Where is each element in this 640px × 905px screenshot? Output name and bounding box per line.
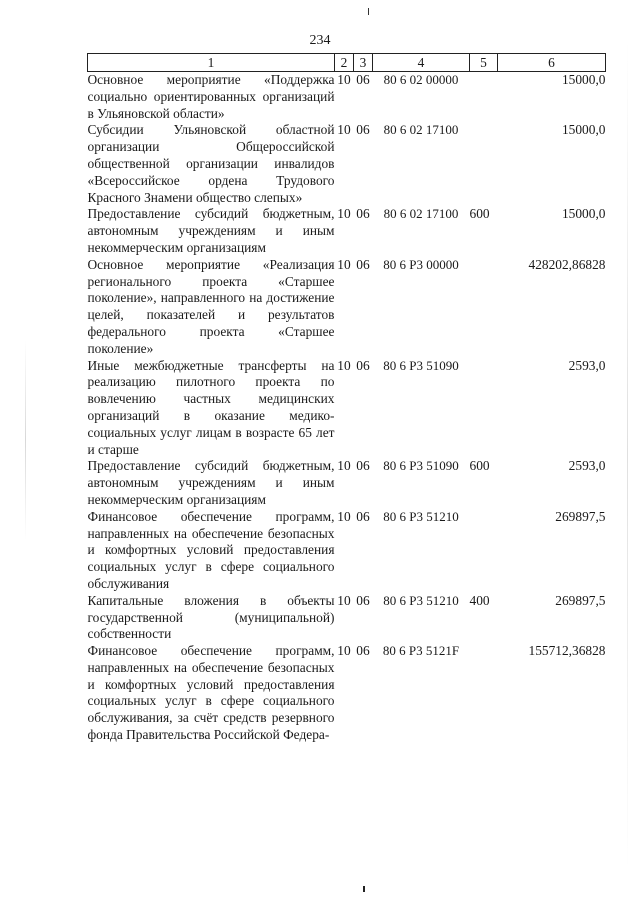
table-row [88,509,606,593]
row-name: Иные межбюджетные трансферты на реализацию пилотного проекта по вовлечению частных медицинских организаций в оказание медико-социальных услуг лицам в возрасте 65 лет и старше [87,357,335,457]
row-amount: 15000,0 [561,206,606,222]
row-section: 10 [337,458,351,474]
row-target-article: 80 6 P3 00000 [383,256,459,272]
scan-edge-left [25,340,26,540]
col-header-1: 1 [88,54,335,72]
row-subsection: 06 [356,122,370,138]
row-expense-type [470,122,498,206]
row-amount: 15000,0 [561,72,606,87]
row-amount: 269897,5 [555,592,606,608]
row-subsection: 06 [356,458,370,474]
col-header-5: 5 [470,54,498,72]
row-section: 10 [337,122,351,138]
col-header-6: 6 [498,54,606,72]
row-name: Финансовое обеспечение программ, направленных на обеспечение безопасных и комфортных условий предоставления социальных услуг в сфере социального обслуживания, за счёт средств резервного фонда Правительства Российской Федера- [87,643,335,743]
row-section: 10 [337,206,351,222]
row-target-article: 80 6 P3 5121F [382,643,460,659]
row-section: 10 [337,592,351,608]
table-row [88,593,606,643]
scan-edge-right [627,40,628,870]
row-section: 10 [337,357,351,373]
row-subsection: 06 [356,206,370,222]
col-header-2: 2 [335,54,354,72]
scan-mark-top [368,8,369,15]
row-target-article: 80 6 P3 51210 [383,508,459,524]
page-number: 234 [309,33,331,48]
table-row [88,72,606,123]
row-target-article: 80 6 P3 51210 [383,592,459,608]
row-target-article: 80 6 P3 51090 [383,458,459,474]
table-row [88,206,606,256]
table-row [88,643,606,744]
row-name: Основное мероприятие «Поддержка социально ориентированных организаций в Ульяновской области» [87,72,335,121]
col-header-4: 4 [373,54,470,72]
row-section: 10 [337,508,351,524]
row-expense-type [470,72,498,123]
row-name: Предоставление субсидий бюджетным, автономным учреждениям и иным некоммерческим организациям [87,458,335,507]
table-row [88,122,606,206]
row-subsection: 06 [356,357,370,373]
row-section: 10 [337,256,351,272]
row-expense-type: 400 [469,592,490,608]
row-subsection: 06 [356,643,370,659]
table-row [88,257,606,358]
row-subsection: 06 [356,72,370,87]
row-section: 10 [337,643,351,659]
row-target-article: 80 6 02 17100 [383,122,459,138]
row-name: Финансовое обеспечение программ, направленных на обеспечение безопасных и комфортных условий предоставления социальных услуг в сфере социального обслуживания [87,508,335,591]
row-subsection: 06 [356,508,370,524]
row-name: Капитальные вложения в объекты государственной (муниципальной) собственности [87,592,335,642]
row-expense-type: 600 [469,458,490,474]
row-target-article: 80 6 02 17100 [383,206,459,222]
row-amount: 2593,0 [568,357,606,373]
scan-mark-bottom [363,886,365,892]
row-name: Основное мероприятие «Реализация регионального проекта «Старшее поколение», направленного на достижение целей, показателей и результатов федерального проекта «Старшее поколение» [87,256,335,356]
row-amount: 155712,36828 [528,643,606,659]
row-expense-type [470,643,498,744]
row-expense-type: 600 [469,206,490,222]
table-row [88,458,606,508]
row-name: Субсидии Ульяновской областной организации Общероссийской общественной организации инвалидов «Всероссийское ордена Трудового Красного Знамени общество слепых» [87,122,335,205]
row-subsection: 06 [356,256,370,272]
row-target-article: 80 6 02 00000 [383,72,459,87]
row-amount: 2593,0 [568,458,606,474]
row-amount: 269897,5 [555,508,606,524]
row-target-article: 80 6 P3 51090 [383,357,459,373]
row-subsection: 06 [356,592,370,608]
col-header-3: 3 [354,54,373,72]
row-expense-type [470,509,498,593]
table-row [88,358,606,459]
row-amount: 15000,0 [561,122,606,138]
row-expense-type [470,358,498,459]
row-amount: 428202,86828 [528,256,606,272]
column-number-header [88,54,606,72]
row-section: 10 [337,72,351,87]
budget-table [87,53,606,744]
row-name: Предоставление субсидий бюджетным, автономным учреждениям и иным некоммерческим организациям [87,206,335,255]
row-expense-type [470,257,498,358]
